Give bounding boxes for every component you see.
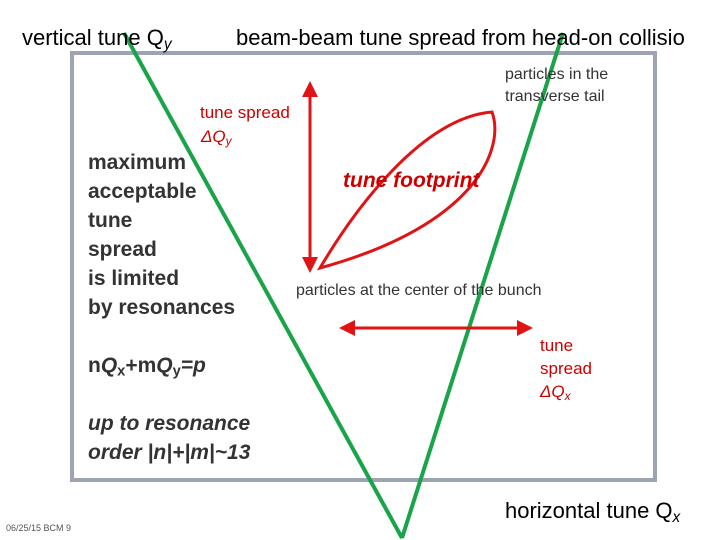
tune-footprint-label: tune footprint: [343, 169, 480, 192]
tune-spread-x-text: tune spread: [540, 336, 592, 378]
tune-spread-x-sub: x: [564, 388, 571, 403]
x-axis-label-text: horizontal tune Q: [505, 498, 673, 523]
diagram-title: beam-beam tune spread from head-on collisio: [236, 25, 685, 50]
tune-spread-y-delta: ΔQ: [201, 127, 226, 146]
resonance-order-text: up to resonance order |n|+|m|~13: [88, 412, 251, 464]
center-particles-label: particles at the center of the bunch: [296, 282, 542, 299]
tune-spread-y-sub: y: [225, 133, 232, 148]
resonance-qx: Q: [100, 354, 118, 377]
tune-spread-y-label: [200, 101, 290, 153]
slide-footer: 06/25/15 BCM 9: [6, 523, 72, 533]
y-axis-label-text: vertical tune Q: [22, 25, 164, 50]
max-spread-text: maximum acceptable tune spread is limited by resonances: [88, 151, 236, 319]
y-axis-label: [22, 25, 172, 54]
tune-spread-x-label: [540, 334, 592, 408]
x-axis-label-sub: x: [672, 508, 681, 526]
x-axis-label: [505, 498, 680, 527]
tune-spread-y-text: tune spread: [200, 103, 290, 122]
resonance-qy-sub: y: [172, 363, 181, 380]
resonance-qx-sub: x: [117, 363, 126, 380]
resonance-n: n: [88, 354, 101, 377]
tune-spread-x-delta: ΔQ: [540, 382, 565, 401]
resonance-equation: [88, 354, 206, 380]
resonance-eq: =p: [180, 354, 206, 377]
tail-particles-label: particles in the transverse tail: [505, 66, 609, 105]
resonance-plus-m: +m: [125, 354, 157, 377]
resonance-qy: Q: [156, 354, 173, 377]
y-axis-label-sub: y: [163, 35, 172, 53]
